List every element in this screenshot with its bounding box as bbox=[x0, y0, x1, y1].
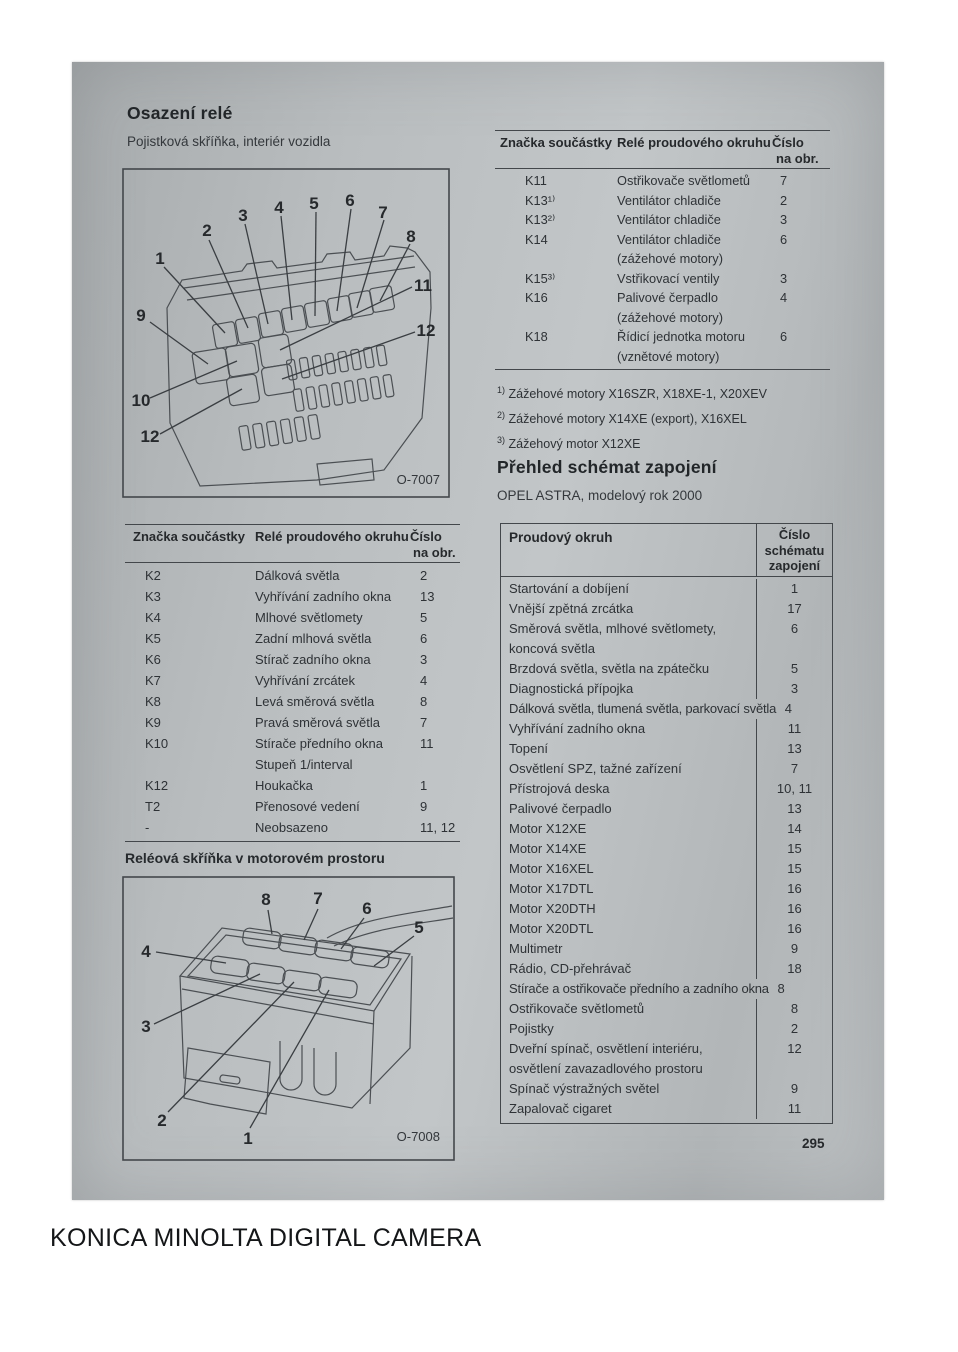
component-code: K3 bbox=[145, 589, 161, 604]
table-row bbox=[495, 230, 830, 269]
circuit-line-1: Motor X20DTL bbox=[509, 920, 594, 936]
circuit-name bbox=[617, 210, 775, 230]
component-code: K12 bbox=[145, 778, 169, 793]
table-row bbox=[125, 817, 460, 838]
callout-number: 4 bbox=[274, 198, 284, 217]
component-code: K9 bbox=[145, 715, 161, 730]
table-row bbox=[125, 670, 460, 691]
table-row bbox=[125, 628, 460, 649]
callout-number: 5 bbox=[309, 194, 319, 213]
table-header bbox=[125, 525, 460, 562]
circuit-name bbox=[617, 171, 775, 191]
table-rule bbox=[125, 841, 460, 842]
fuse-box-outline bbox=[167, 246, 431, 486]
figure-number: 5 bbox=[420, 610, 428, 625]
column-header-number-2: na obr. bbox=[776, 151, 819, 166]
engine-relay-table bbox=[495, 130, 830, 370]
table-row bbox=[125, 691, 460, 712]
manual-page-scan bbox=[72, 62, 884, 1200]
schema-number: 16 bbox=[756, 899, 832, 919]
relay-box-drawing bbox=[122, 876, 455, 1161]
component-code: K7 bbox=[145, 673, 161, 688]
wiring-overview-table bbox=[500, 523, 833, 1124]
header-line-3: zapojení bbox=[768, 558, 821, 573]
figure-number: 3 bbox=[780, 212, 788, 227]
callout-number: 6 bbox=[362, 899, 372, 918]
figure-number: 7 bbox=[780, 173, 788, 188]
circuit-name bbox=[501, 819, 756, 839]
callout-number: 5 bbox=[414, 918, 424, 937]
circuit-name bbox=[617, 327, 775, 366]
table-row bbox=[501, 619, 832, 659]
component-code: - bbox=[145, 820, 150, 835]
figure-number: 11, 12 bbox=[420, 820, 456, 835]
callout-number: 11 bbox=[414, 276, 432, 295]
figure-number: 2 bbox=[780, 192, 788, 208]
schema-number: 4 bbox=[784, 700, 792, 716]
table-row bbox=[501, 899, 832, 919]
callout-number: 9 bbox=[136, 306, 146, 325]
table-row bbox=[125, 754, 460, 775]
schema-number: 8 bbox=[777, 980, 785, 996]
table-row bbox=[125, 712, 460, 733]
circuit-name: Zadní mlhová světla bbox=[255, 631, 372, 646]
table-row bbox=[501, 879, 832, 899]
circuit-name: Vyhřívání zrcátek bbox=[255, 673, 355, 688]
table-row bbox=[125, 607, 460, 628]
circuit-name bbox=[501, 799, 756, 819]
table-row bbox=[501, 859, 832, 879]
callout-number: 1 bbox=[155, 249, 165, 268]
circuit-name: Stupeň 1/interval bbox=[255, 757, 353, 772]
circuit-name bbox=[501, 1019, 756, 1039]
schema-number: 13 bbox=[756, 799, 832, 819]
column-header-schema-number bbox=[756, 524, 832, 576]
circuit-line-1: Vyhřívání zadního okna bbox=[509, 720, 646, 736]
figure-label: O-7008 bbox=[396, 1129, 440, 1144]
callout-number: 1 bbox=[243, 1129, 253, 1148]
table-row bbox=[501, 759, 832, 779]
schema-number: 13 bbox=[756, 739, 832, 759]
footnote bbox=[497, 405, 767, 430]
circuit-line-1: Dálková světla, tlumená světla, parkovací světla bbox=[509, 700, 777, 716]
circuit-line-1: Multimetr bbox=[509, 940, 563, 956]
callout-number: 3 bbox=[141, 1017, 151, 1036]
circuit-name bbox=[501, 859, 756, 879]
circuit-name bbox=[501, 919, 756, 939]
header-line-1: Číslo bbox=[778, 527, 811, 542]
circuit-name bbox=[501, 719, 756, 739]
callout-number: 10 bbox=[131, 391, 151, 410]
circuit-line-1: Motor X14XE bbox=[509, 840, 587, 856]
schema-number: 17 bbox=[756, 599, 832, 619]
table-row bbox=[501, 599, 832, 619]
figure-number: 6 bbox=[780, 329, 788, 344]
circuit-line-1: Motor X20DTH bbox=[509, 900, 596, 916]
column-header-component: Značka součástky bbox=[500, 135, 613, 150]
table-row bbox=[495, 327, 830, 366]
circuit-name: Levá směrová světla bbox=[255, 694, 375, 709]
component-code: T2 bbox=[145, 799, 161, 814]
circuit-name bbox=[501, 579, 756, 599]
figure-number: 8 bbox=[420, 694, 428, 709]
table-row bbox=[125, 586, 460, 607]
table-row bbox=[501, 739, 832, 759]
callout-number: 4 bbox=[141, 942, 151, 961]
circuit-name bbox=[501, 759, 756, 779]
schema-number: 8 bbox=[756, 999, 832, 1019]
table-row bbox=[495, 171, 830, 191]
circuit-name bbox=[501, 679, 756, 699]
table-row bbox=[501, 679, 832, 699]
section-subtitle-fusebox-interior: Pojistková skříňka, interiér vozidla bbox=[127, 134, 331, 149]
schema-number: 15 bbox=[756, 859, 832, 879]
circuit-name: Neobsazeno bbox=[255, 820, 328, 835]
component-code: K2 bbox=[145, 568, 161, 583]
table-row bbox=[501, 939, 832, 959]
circuit-line-1: Palivové čerpadlo bbox=[617, 290, 719, 305]
footnote-text: Zážehový motor X12XE bbox=[508, 437, 641, 452]
circuit-line-1: Ostřikovače světlometů bbox=[509, 1000, 645, 1016]
circuit-line-1: Vstřikovací ventily bbox=[617, 270, 720, 286]
table-row bbox=[501, 819, 832, 839]
figure-number: 13 bbox=[420, 589, 435, 604]
circuit-name: Stírač zadního okna bbox=[255, 652, 371, 667]
figure-label: O-7007 bbox=[396, 472, 440, 487]
circuit-line-2: koncová světla bbox=[509, 640, 595, 656]
circuit-name bbox=[617, 288, 775, 327]
figure-number: 2 bbox=[420, 568, 428, 583]
leader-lines bbox=[150, 209, 415, 434]
component-code: K13²⁾ bbox=[525, 212, 556, 227]
circuit-line-2: (zážehové motory) bbox=[617, 251, 723, 266]
callout-number: 6 bbox=[345, 191, 355, 210]
circuit-line-1: Palivové čerpadlo bbox=[509, 800, 612, 816]
schema-number: 12 bbox=[756, 1039, 832, 1079]
component-code: K8 bbox=[145, 694, 161, 709]
schema-number: 16 bbox=[756, 879, 832, 899]
circuit-line-1: Řídicí jednotka motoru bbox=[617, 329, 746, 344]
circuit-name bbox=[501, 959, 756, 979]
table-row bbox=[501, 699, 832, 719]
circuit-name bbox=[501, 879, 756, 899]
interior-relay-table bbox=[125, 524, 460, 842]
schema-number: 5 bbox=[756, 659, 832, 679]
component-code: K18 bbox=[525, 329, 548, 344]
table-header bbox=[501, 524, 832, 577]
circuit-line-1: Dveřní spínač, osvětlení interiéru, bbox=[509, 1040, 703, 1056]
column-header-component: Značka součástky bbox=[133, 529, 246, 544]
callout-number: 8 bbox=[261, 890, 271, 909]
circuit-line-1: Stírače a ostřikovače předního a zadního okna bbox=[509, 980, 769, 996]
circuit-line-2: osvětlení zavazadlového prostoru bbox=[509, 1060, 703, 1076]
circuit-line-1: Ventilátor chladiče bbox=[617, 192, 721, 208]
schema-number: 11 bbox=[756, 1099, 832, 1119]
schema-number: 10, 11 bbox=[756, 779, 832, 799]
circuit-name: Mlhové světlomety bbox=[255, 610, 363, 625]
circuit-name bbox=[501, 1079, 756, 1099]
column-header-number: Číslo bbox=[772, 135, 804, 150]
component-code: K16 bbox=[525, 290, 548, 305]
section-title-engine-relay-box: Reléová skříňka v motorovém prostoru bbox=[125, 850, 385, 866]
circuit-name: Vyhřívání zadního okna bbox=[255, 589, 392, 604]
callout-number: 12 bbox=[140, 427, 160, 446]
schema-number: 14 bbox=[756, 819, 832, 839]
circuit-name bbox=[501, 981, 769, 996]
figure-number: 7 bbox=[420, 715, 428, 730]
table-row bbox=[501, 719, 832, 739]
circuit-line-1: Topení bbox=[509, 740, 549, 756]
circuit-line-1: Brzdová světla, světla na zpátečku bbox=[509, 660, 710, 676]
circuit-line-1: Diagnostická přípojka bbox=[509, 680, 634, 696]
circuit-name: Stírače předního okna bbox=[255, 736, 383, 751]
table-row bbox=[125, 565, 460, 586]
component-code: K10 bbox=[145, 736, 169, 751]
photo-frame bbox=[123, 877, 454, 1160]
circuit-name bbox=[501, 839, 756, 859]
circuit-line-1: Směrová světla, mlhové světlomety, bbox=[509, 620, 717, 636]
column-header-circuit: Relé proudového okruhu bbox=[255, 529, 409, 544]
circuit-name: Houkačka bbox=[255, 778, 313, 793]
table-row bbox=[125, 796, 460, 817]
table-row bbox=[501, 659, 832, 679]
schema-number: 9 bbox=[756, 1079, 832, 1099]
circuit-name bbox=[617, 230, 775, 269]
figure-number: 9 bbox=[420, 799, 428, 814]
component-code: K6 bbox=[145, 652, 161, 667]
circuit-line-1: Ventilátor chladiče bbox=[617, 231, 721, 247]
table-header bbox=[495, 131, 830, 168]
component-code: K13¹⁾ bbox=[525, 192, 556, 208]
table-row bbox=[501, 979, 832, 999]
callout-number: 2 bbox=[202, 221, 212, 240]
component-code: K4 bbox=[145, 610, 161, 625]
circuit-name bbox=[617, 269, 775, 289]
component-code: K5 bbox=[145, 631, 161, 646]
table-rule bbox=[495, 369, 830, 370]
circuit-name bbox=[617, 191, 775, 211]
schema-number: 6 bbox=[756, 619, 832, 659]
section-subtitle-model-year: OPEL ASTRA, modelový rok 2000 bbox=[497, 488, 703, 503]
circuit-name bbox=[501, 779, 756, 799]
circuit-line-1: Spínač výstražných světel bbox=[509, 1080, 660, 1096]
schema-number: 2 bbox=[756, 1019, 832, 1039]
component-code: K14 bbox=[525, 231, 548, 247]
section-title-wiring-overview: Přehled schémat zapojení bbox=[497, 457, 717, 477]
circuit-name: Přenosové vedení bbox=[255, 799, 360, 814]
circuit-line-1: Pojistky bbox=[509, 1020, 554, 1036]
fuse-box-drawing bbox=[122, 168, 450, 498]
circuit-name: Dálková světla bbox=[255, 568, 340, 583]
table-row bbox=[501, 1079, 832, 1099]
circuit-line-1: Přístrojová deska bbox=[509, 780, 610, 796]
schema-number: 3 bbox=[756, 679, 832, 699]
figure-number: 4 bbox=[420, 673, 428, 688]
footnotes bbox=[497, 380, 767, 455]
component-code: K15³⁾ bbox=[525, 270, 556, 286]
column-header-circuit: Proudový okruh bbox=[509, 530, 613, 545]
column-header-number: Číslo bbox=[410, 529, 442, 544]
callout-number: 7 bbox=[378, 203, 388, 222]
footnote-text: Zážehové motory X14XE (export), X16XEL bbox=[508, 412, 747, 427]
circuit-line-1: Ventilátor chladiče bbox=[617, 212, 721, 227]
figure-number: 6 bbox=[780, 231, 788, 247]
circuit-line-1: Motor X17DTL bbox=[509, 880, 594, 896]
schema-number: 1 bbox=[756, 579, 832, 599]
callout-number: 3 bbox=[238, 206, 248, 225]
circuit-line-1: Vnější zpětná zrcátka bbox=[509, 600, 634, 616]
schema-number: 7 bbox=[756, 759, 832, 779]
section-title-relay-assignment: Osazení relé bbox=[127, 103, 233, 123]
circuit-line-1: Startování a dobíjení bbox=[509, 580, 629, 596]
table-row bbox=[501, 1019, 832, 1039]
callout-number: 7 bbox=[313, 889, 323, 908]
circuit-name bbox=[501, 599, 756, 619]
table-row bbox=[501, 799, 832, 819]
circuit-name bbox=[501, 659, 756, 679]
footnote bbox=[497, 380, 767, 405]
footnote-marker: 3) bbox=[497, 435, 506, 446]
component-code: K11 bbox=[525, 173, 547, 188]
circuit-name bbox=[501, 899, 756, 919]
fuse-box-diagram bbox=[122, 168, 450, 498]
figure-number: 1 bbox=[420, 778, 428, 793]
circuit-line-1: Motor X16XEL bbox=[509, 860, 594, 876]
footnote-marker: 2) bbox=[497, 410, 506, 421]
circuit-line-2: (zážehové motory) bbox=[617, 309, 723, 325]
circuit-line-2: (vznětové motory) bbox=[617, 348, 720, 364]
table-row bbox=[501, 999, 832, 1019]
relay-box-diagram bbox=[122, 876, 455, 1161]
table-row bbox=[501, 919, 832, 939]
camera-caption: KONICA MINOLTA DIGITAL CAMERA bbox=[50, 1224, 482, 1252]
table-row bbox=[501, 1099, 832, 1119]
table-row bbox=[125, 775, 460, 796]
figure-number: 11 bbox=[420, 736, 434, 751]
table-row bbox=[501, 959, 832, 979]
callout-number: 12 bbox=[416, 321, 436, 340]
schema-number: 9 bbox=[756, 939, 832, 959]
circuit-name bbox=[501, 619, 756, 659]
circuit-name bbox=[501, 939, 756, 959]
column-header-number-2: na obr. bbox=[413, 545, 456, 560]
schema-number: 15 bbox=[756, 839, 832, 859]
table-row bbox=[495, 288, 830, 327]
circuit-line-1: Osvětlení SPZ, tažné zařízení bbox=[509, 760, 682, 776]
table-row bbox=[125, 649, 460, 670]
circuit-name bbox=[501, 739, 756, 759]
table-row bbox=[125, 733, 460, 754]
footnote-marker: 1) bbox=[497, 385, 506, 395]
circuit-line-1: Ostřikovače světlometů bbox=[617, 173, 750, 188]
circuit-name bbox=[501, 1099, 756, 1119]
schema-number: 16 bbox=[756, 919, 832, 939]
circuit-line-1: Zapalovač cigaret bbox=[509, 1100, 612, 1116]
figure-number: 3 bbox=[420, 652, 428, 667]
table-row bbox=[501, 779, 832, 799]
callout-number: 8 bbox=[406, 227, 416, 246]
table-row bbox=[501, 579, 832, 599]
table-row bbox=[495, 269, 830, 289]
figure-number: 6 bbox=[420, 631, 428, 646]
figure-number: 4 bbox=[780, 290, 788, 305]
circuit-name bbox=[501, 999, 756, 1019]
circuit-line-1: Motor X12XE bbox=[509, 820, 587, 836]
footnote bbox=[497, 430, 767, 455]
schema-number: 11 bbox=[756, 719, 832, 739]
header-line-2: schématu bbox=[764, 542, 825, 558]
footnote-text: Zážehové motory X16SZR, X18XE-1, X20XEV bbox=[508, 387, 767, 402]
circuit-line-1: Rádio, CD-přehrávač bbox=[509, 960, 632, 976]
schema-number: 18 bbox=[756, 959, 832, 979]
callout-number: 2 bbox=[157, 1111, 167, 1130]
circuit-name bbox=[501, 701, 776, 716]
figure-number: 3 bbox=[780, 270, 788, 286]
table-row bbox=[501, 839, 832, 859]
table-row bbox=[501, 1039, 832, 1079]
page-number: 295 bbox=[802, 1136, 825, 1151]
table-row bbox=[495, 191, 830, 211]
table-row bbox=[495, 210, 830, 230]
circuit-name: Pravá směrová světla bbox=[255, 715, 380, 730]
circuit-name bbox=[501, 1039, 756, 1079]
column-header-circuit: Relé proudového okruhu bbox=[617, 135, 771, 150]
